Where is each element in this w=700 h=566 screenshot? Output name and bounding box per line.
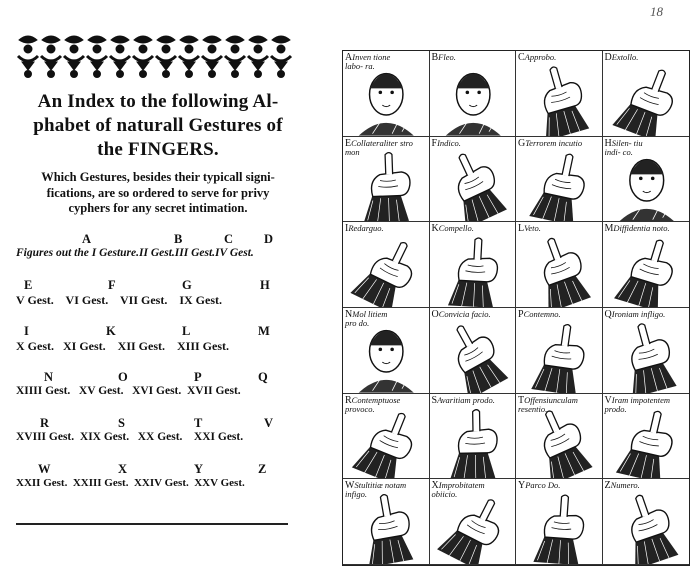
gesture-letter: H [604, 137, 612, 149]
gesture-engraving [603, 51, 690, 136]
gesture-engraving [430, 137, 516, 222]
index-row [14, 232, 304, 278]
index-letter: F [108, 278, 116, 292]
index-gesture-text: XXII Gest. XXIII Gest. XXIV Gest. XXV Gest. [16, 477, 245, 489]
gesture-caption [518, 481, 600, 490]
gesture-caption [605, 139, 688, 157]
gesture-letter: C [518, 52, 525, 63]
title-line: phabet of naturall Gestures of [33, 115, 283, 136]
gesture-caption [432, 139, 514, 148]
gesture-caption [518, 224, 600, 233]
subtitle-line: fications, are so ordered to serve for privy [46, 185, 270, 200]
index-row [14, 278, 304, 324]
index-letter: B [174, 232, 183, 246]
gesture-caption-text: Veto. [524, 223, 541, 234]
gesture-caption-text: Redarguo. [348, 223, 384, 234]
gesture-caption [605, 310, 688, 319]
gesture-cell [603, 308, 690, 394]
gesture-cell [343, 222, 430, 308]
gesture-caption-text: Fleo. [438, 52, 456, 62]
gesture-cell [430, 51, 517, 137]
index-letter: S [118, 416, 125, 430]
gesture-letter: D [604, 52, 612, 63]
gesture-caption [605, 481, 688, 490]
gesture-letter: W [345, 480, 355, 492]
gesture-engraving [516, 222, 602, 307]
gesture-letter: A [345, 52, 353, 63]
gesture-caption [345, 139, 427, 157]
gesture-caption [518, 396, 600, 414]
gesture-cell [343, 479, 430, 565]
gesture-caption-text: Collateraliter stro mon [345, 137, 413, 157]
gesture-cell [603, 222, 690, 308]
index-row [14, 462, 304, 508]
gesture-engraving [430, 308, 516, 393]
gesture-caption-text: Parco Do. [525, 480, 561, 491]
gesture-caption [605, 224, 688, 233]
subtitle-line: Which Gestures, besides their typicall signi- [41, 170, 275, 184]
index-letter: W [38, 462, 51, 476]
alphabet-index [14, 232, 304, 508]
gesture-cell [516, 394, 603, 480]
gesture-caption-text: Mol litiem pro do. [345, 308, 388, 328]
subtitle-line: cyphers for any secret intimation. [68, 201, 248, 215]
gesture-cell [516, 137, 603, 223]
gesture-engraving [430, 51, 516, 136]
gesture-cell [516, 479, 603, 565]
index-letter: E [24, 278, 33, 292]
gesture-caption [345, 481, 427, 499]
gesture-caption-text: Numero. [610, 480, 640, 491]
page-number: 18 [650, 4, 663, 19]
gesture-caption-text: Ironiam infligo. [611, 308, 666, 319]
index-letter: T [194, 416, 203, 430]
index-gesture-text: V Gest. VI Gest. VII Gest. IX Gest. [16, 293, 222, 307]
gesture-cell [603, 394, 690, 480]
index-gesture-text: XIIII Gest. XV Gest. XVI Gest. XVII Gest. [16, 385, 241, 397]
index-letter: Z [258, 462, 267, 476]
gesture-caption-text: Silen- tiu indi- co. [604, 137, 643, 157]
gesture-cell [603, 479, 690, 565]
index-gesture-text: X Gest. XI Gest. XII Gest. XIII Gest. [16, 339, 229, 353]
gesture-caption-text: Terrorem incutio [525, 137, 583, 148]
gesture-caption-text: Contemptuose provoco. [345, 394, 401, 414]
index-letter: M [258, 324, 270, 338]
page-title [16, 90, 300, 162]
gesture-engraving [516, 479, 602, 564]
gesture-caption [432, 53, 514, 62]
gesture-engraving [516, 51, 602, 136]
decorative-ornament-band [16, 32, 292, 80]
index-letter: G [182, 278, 192, 292]
index-letter: A [82, 232, 92, 246]
gesture-letter: F [431, 137, 438, 149]
gesture-caption [432, 481, 514, 499]
title-line: An Index to the following Al- [37, 91, 279, 112]
gesture-cell [343, 51, 430, 137]
gesture-caption-text: Convicia facio. [438, 308, 491, 319]
gesture-letter: Y [518, 480, 526, 492]
gesture-letter: Q [604, 308, 612, 320]
gesture-caption-text: Inven tione labo- ra. [345, 52, 391, 71]
subtitle [16, 170, 300, 217]
gesture-letter: R [345, 394, 352, 406]
gesture-letter: E [345, 137, 352, 149]
gesture-caption-text: Stultitiæ notam infigo. [345, 480, 407, 500]
gesture-letter: V [604, 394, 612, 406]
bottom-rule [16, 523, 288, 525]
gesture-letter: T [518, 394, 525, 406]
gesture-caption [345, 224, 427, 233]
gesture-caption-text: Iram impotentem prodo. [604, 394, 671, 414]
gesture-letter: N [345, 308, 353, 320]
index-letter: D [264, 232, 274, 246]
gesture-engraving [603, 479, 690, 564]
gesture-caption-text: Extollo. [611, 52, 639, 62]
gesture-letter: O [431, 308, 439, 320]
gesture-caption-text: Offensiunculam resentio. [518, 394, 578, 414]
gesture-engraving [430, 222, 516, 307]
index-row [14, 324, 304, 370]
index-row [14, 416, 304, 462]
gesture-caption [518, 139, 600, 148]
gesture-engraving [430, 394, 516, 479]
gesture-cell [430, 394, 517, 480]
gesture-grid [342, 50, 690, 566]
gesture-engraving [603, 222, 690, 307]
gesture-letter: M [604, 223, 614, 235]
gesture-cell [343, 137, 430, 223]
gesture-letter: G [518, 137, 526, 149]
gesture-caption [345, 53, 427, 71]
gesture-letter: I [345, 223, 349, 235]
gesture-letter: S [431, 394, 438, 406]
gesture-caption-text: Contemno. [523, 308, 561, 319]
gesture-caption-text: Improbitatem obiicio. [431, 480, 485, 500]
gesture-caption [605, 396, 688, 414]
gesture-cell [516, 222, 603, 308]
gesture-caption [345, 396, 427, 414]
gesture-letter: K [431, 223, 439, 235]
gesture-caption [518, 53, 600, 62]
gesture-engraving [603, 308, 690, 393]
gesture-caption-text: Approbo. [524, 52, 557, 62]
gesture-cell [516, 51, 603, 137]
gesture-engraving [516, 308, 602, 393]
gesture-cell [343, 394, 430, 480]
gesture-cell [603, 137, 690, 223]
index-letter: I [24, 324, 29, 338]
right-page [330, 0, 700, 566]
gesture-cell [430, 479, 517, 565]
index-letter: R [40, 416, 50, 430]
gesture-cell [430, 137, 517, 223]
index-letter: Y [194, 462, 204, 476]
gesture-letter: Z [604, 480, 611, 492]
gesture-cell [343, 308, 430, 394]
gesture-caption [432, 396, 514, 405]
index-gesture-text: XVIII Gest. XIX Gest. XX Gest. XXI Gest. [16, 431, 244, 443]
gesture-letter: X [431, 480, 439, 492]
gesture-caption-text: Compello. [438, 223, 474, 234]
index-letter: L [182, 324, 191, 338]
gesture-caption-text: Avaritiam prodo. [437, 394, 495, 405]
gesture-cell [516, 308, 603, 394]
index-letter: N [44, 370, 54, 384]
gesture-cell [430, 222, 517, 308]
gesture-caption [432, 224, 514, 233]
gesture-cell [603, 51, 690, 137]
title-line: the FINGERS. [97, 139, 219, 160]
gesture-letter: B [431, 52, 439, 63]
gesture-letter: P [518, 308, 524, 320]
gesture-cell [430, 308, 517, 394]
index-letter: P [194, 370, 202, 384]
index-letter: V [264, 416, 274, 430]
index-row [14, 370, 304, 416]
index-letter: K [106, 324, 116, 338]
index-gesture-text: Figures out the I Gesture.II Gest.III Gest.IV Gest. [16, 247, 254, 259]
gesture-caption-text: Diffidentia noto. [613, 223, 670, 234]
gesture-caption [605, 53, 688, 62]
left-page [0, 0, 330, 566]
index-letter: Q [258, 370, 268, 384]
gesture-caption-text: Indico. [437, 137, 461, 148]
index-letter: H [260, 278, 270, 292]
gesture-caption [345, 310, 427, 328]
gesture-engraving [516, 137, 602, 222]
gesture-caption [518, 310, 600, 319]
gesture-caption [432, 310, 514, 319]
index-letter: O [118, 370, 128, 384]
index-letter: X [118, 462, 128, 476]
gesture-letter: L [518, 223, 525, 235]
index-letter: C [224, 232, 234, 246]
gesture-engraving [343, 222, 429, 307]
